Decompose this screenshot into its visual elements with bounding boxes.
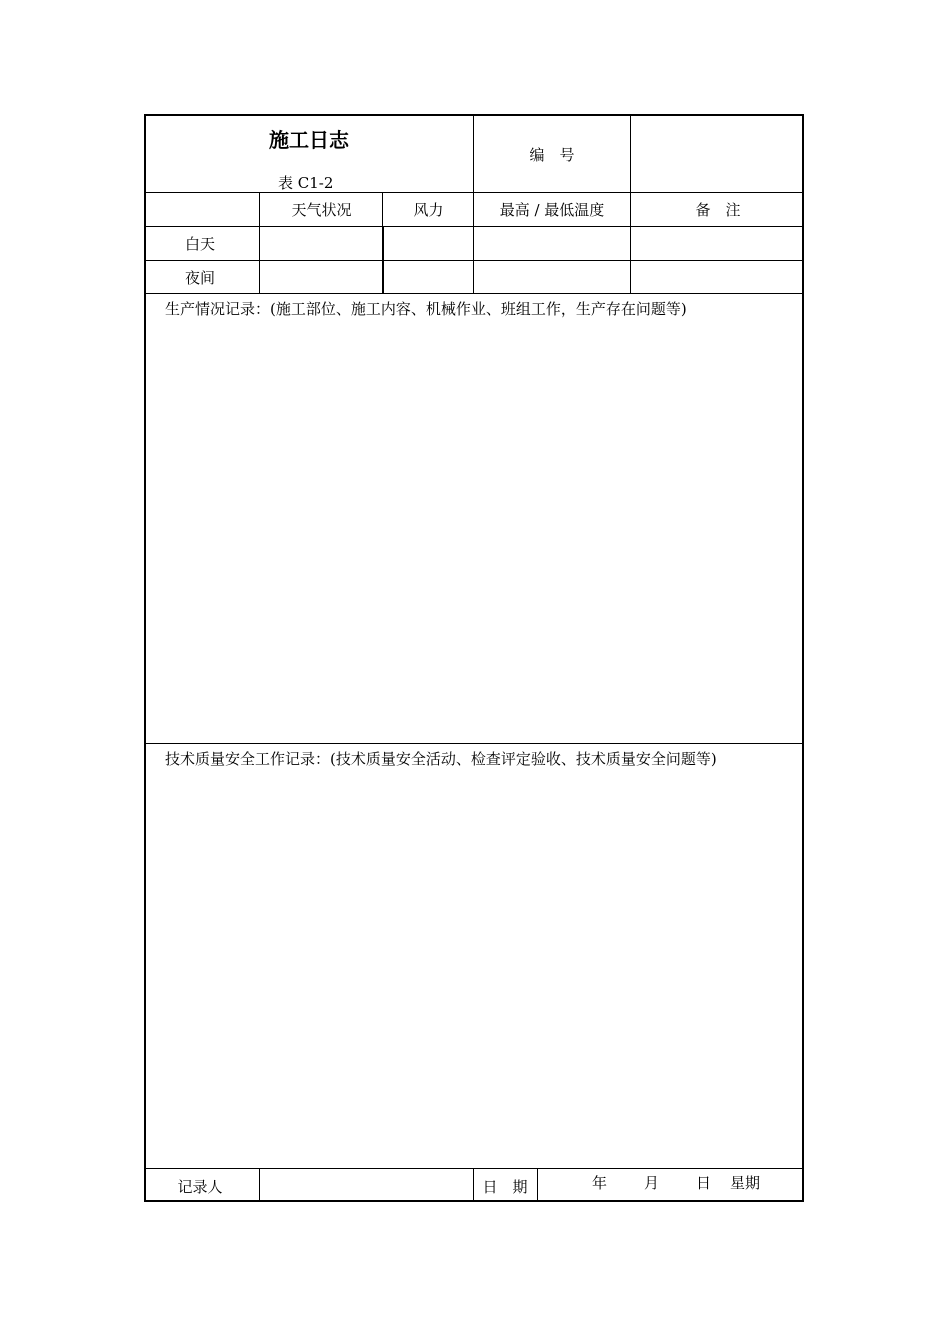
row-label-night: 夜间 <box>184 268 215 287</box>
line-col-2-top <box>382 192 383 226</box>
weather-col-wind: 风力 <box>413 201 444 219</box>
number-field[interactable] <box>632 116 804 192</box>
recorder-label: 记录人 <box>177 1177 223 1196</box>
line-col-4 <box>630 116 631 293</box>
line-col-1 <box>259 192 260 293</box>
night-remarks-field[interactable] <box>632 261 804 293</box>
line-header-bottom <box>146 192 804 193</box>
construction-log-form <box>144 114 804 1202</box>
night-temperature-field[interactable] <box>474 261 630 293</box>
line-col-2 <box>382 226 384 293</box>
line-footer-1 <box>259 1168 260 1202</box>
date-day-label: 日 <box>696 1174 712 1192</box>
line-footer-2 <box>473 1168 474 1202</box>
line-col-3 <box>473 116 474 293</box>
form-code: 表 C1-2 <box>278 174 334 192</box>
quality-record-area[interactable] <box>146 772 804 1168</box>
line-quality-bottom <box>146 1168 804 1169</box>
night-condition-field[interactable] <box>260 261 383 293</box>
row-label-day: 白天 <box>184 235 215 253</box>
day-wind-field[interactable] <box>384 227 473 260</box>
weather-col-condition: 天气状况 <box>291 201 352 219</box>
production-record-area[interactable] <box>146 322 804 742</box>
quality-record-label: 技术质量安全工作记录：(技术质量安全活动、检查评定验收、技术质量安全问题等) <box>165 750 717 768</box>
date-label: 日 期 <box>482 1177 528 1196</box>
line-night-row-bottom <box>146 293 804 294</box>
day-remarks-field[interactable] <box>632 227 804 260</box>
line-weather-header-bottom <box>146 226 804 227</box>
production-record-label: 生产情况记录：(施工部位、施工内容、机械作业、班组工作，生产存在问题等) <box>165 300 687 318</box>
date-weekday-label: 星期 <box>730 1174 761 1192</box>
day-condition-field[interactable] <box>260 227 383 260</box>
weather-col-remarks: 备 注 <box>695 201 741 219</box>
number-label: 编 号 <box>529 145 575 164</box>
date-month-label: 月 <box>644 1174 660 1192</box>
page-title: 施工日志 <box>269 127 349 152</box>
line-day-row-bottom <box>146 260 804 261</box>
line-footer-3 <box>537 1168 538 1202</box>
day-temperature-field[interactable] <box>474 227 630 260</box>
date-year-label: 年 <box>592 1174 608 1192</box>
line-production-bottom <box>146 743 804 744</box>
weather-col-blank <box>146 193 259 226</box>
night-wind-field[interactable] <box>384 261 473 293</box>
recorder-field[interactable] <box>260 1170 472 1202</box>
weather-col-temperature: 最高 / 最低温度 <box>499 201 605 219</box>
